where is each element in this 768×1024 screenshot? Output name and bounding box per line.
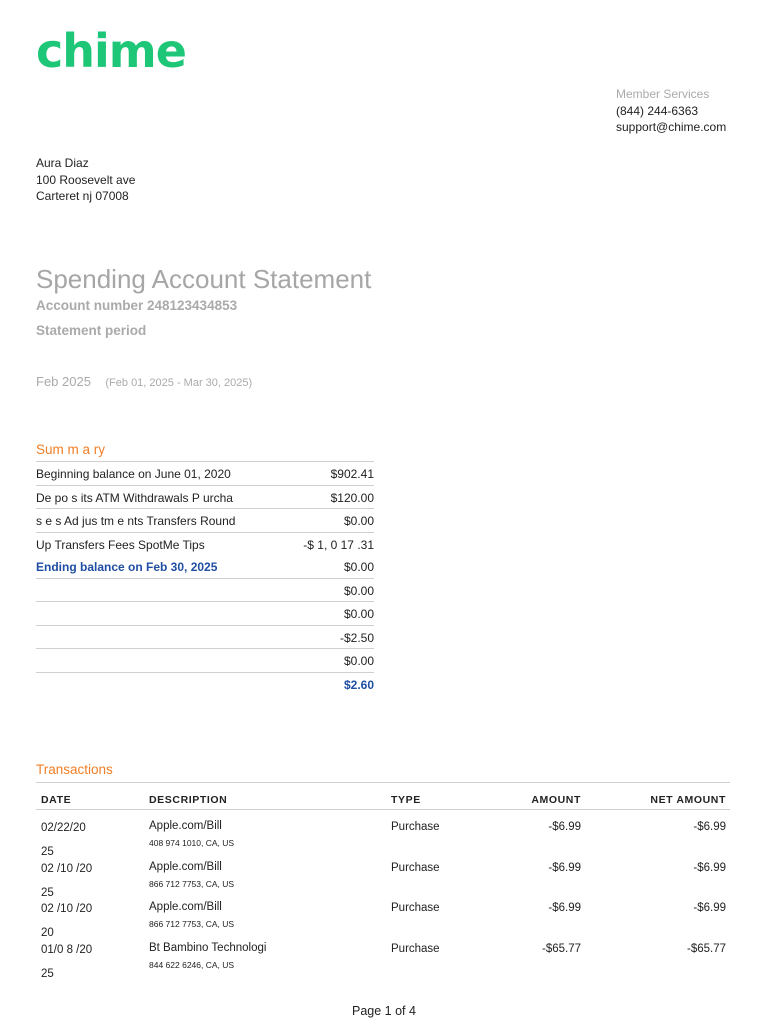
transaction-type: Purchase: [391, 861, 440, 874]
summary-value: $0.00: [343, 583, 374, 598]
transaction-date-cont: 25: [41, 886, 54, 899]
header-date: DATE: [41, 794, 72, 806]
summary-row: [36, 486, 374, 510]
summary-value: $0.00: [343, 607, 374, 621]
transaction-row: [36, 810, 730, 858]
summary-row: [36, 462, 374, 486]
summary-table: [36, 461, 374, 695]
summary-title: Sum m a ry: [36, 442, 106, 457]
summary-value: $0.00: [343, 654, 374, 668]
summary-label: De po s its ATM Withdrawals P urcha: [36, 490, 233, 505]
transaction-date: 02 /10 /20: [41, 903, 93, 915]
transaction-date: 02/22/20: [41, 822, 86, 834]
member-services-email: support@chime.com: [616, 120, 727, 134]
transaction-amount: -$6.99: [548, 821, 581, 833]
summary-row: [36, 509, 374, 533]
summary-value: $0.00: [343, 514, 374, 528]
transactions-table: [36, 782, 730, 980]
period-range: (Feb 01, 2025 - Mar 30, 2025): [105, 377, 253, 389]
transactions-title: Transactions: [36, 762, 113, 777]
account-number: Account number 248123434853: [36, 298, 238, 313]
address-city: Carteret nj 07008: [36, 189, 129, 203]
summary-value: $0.00: [343, 560, 374, 574]
summary-value: $902.41: [330, 467, 374, 481]
transaction-amount: -$6.99: [548, 902, 581, 914]
summary-label: Up Transfers Fees SpotMe Tips: [36, 537, 205, 552]
address-name: Aura Diaz: [36, 156, 89, 170]
address-street: 100 Roosevelt ave: [36, 172, 136, 187]
transaction-description: Apple.com/Bill: [149, 860, 222, 873]
summary-label: Beginning balance on June 01, 2020: [36, 467, 231, 481]
statement-period: [36, 373, 252, 391]
transaction-net-amount: -$6.99: [693, 902, 726, 914]
transaction-merchant-info: 866 712 7753, CA, US: [149, 919, 235, 929]
transaction-amount: -$65.77: [541, 942, 581, 955]
summary-value: -$ 1, 0 17 .31: [303, 537, 374, 552]
transaction-date-cont: 25: [41, 967, 54, 980]
transaction-row: [36, 932, 730, 980]
transaction-description: Apple.com/Bill: [149, 820, 222, 832]
mailing-address: [36, 155, 135, 205]
ending-balance-label: Ending balance on Feb 30, 2025: [36, 560, 218, 574]
summary-row: [36, 602, 374, 626]
transaction-date-cont: 20: [41, 927, 54, 939]
transaction-date: 01/0 8 /20: [41, 943, 93, 956]
transaction-type: Purchase: [391, 902, 440, 914]
statement-period-label: Statement period: [36, 323, 147, 338]
summary-label: s e s Ad jus tm e nts Transfers Round: [36, 514, 236, 528]
transaction-date: 02 /10 /20: [41, 862, 93, 875]
summary-value: $120.00: [330, 490, 374, 505]
page-number: Page 1 of 4: [352, 1004, 416, 1018]
transaction-row: [36, 891, 730, 939]
transaction-merchant-info: 844 622 6246, CA, US: [149, 959, 235, 970]
member-services-phone: (844) 244-6363: [616, 103, 699, 118]
header-description: DESCRIPTION: [149, 794, 228, 806]
transaction-type: Purchase: [391, 942, 440, 955]
summary-row: [36, 649, 374, 673]
summary-row: [36, 533, 374, 556]
summary-row: [36, 626, 374, 650]
transaction-row: [36, 851, 730, 899]
transaction-net-amount: -$6.99: [693, 861, 726, 874]
transaction-date-cont: 25: [41, 846, 54, 858]
transaction-net-amount: -$6.99: [693, 821, 726, 833]
summary-value: -$2.50: [339, 630, 374, 645]
header-type: TYPE: [391, 794, 421, 806]
transaction-type: Purchase: [391, 821, 440, 833]
transaction-description: Bt Bambino Technologi: [149, 941, 267, 954]
summary-total-value: $2.60: [343, 677, 374, 692]
statement-title: Spending Account Statement: [36, 264, 372, 294]
summary-row: [36, 579, 374, 603]
transaction-description: Apple.com/Bill: [149, 901, 222, 913]
summary-row-total: [36, 673, 374, 696]
transaction-net-amount: -$65.77: [686, 942, 726, 955]
header-amount: AMOUNT: [531, 794, 581, 806]
transaction-merchant-info: 866 712 7753, CA, US: [149, 878, 235, 889]
transaction-merchant-info: 408 974 1010, CA, US: [149, 838, 235, 848]
member-services-block: [616, 86, 726, 136]
transaction-amount: -$6.99: [548, 861, 581, 874]
chime-logo: chime: [36, 24, 186, 78]
summary-row-ending-balance: [36, 555, 374, 579]
transactions-header: [36, 783, 730, 810]
period-month: Feb 2025: [36, 374, 91, 389]
member-services-title: Member Services: [616, 87, 710, 101]
header-net-amount: NET AMOUNT: [650, 794, 726, 806]
